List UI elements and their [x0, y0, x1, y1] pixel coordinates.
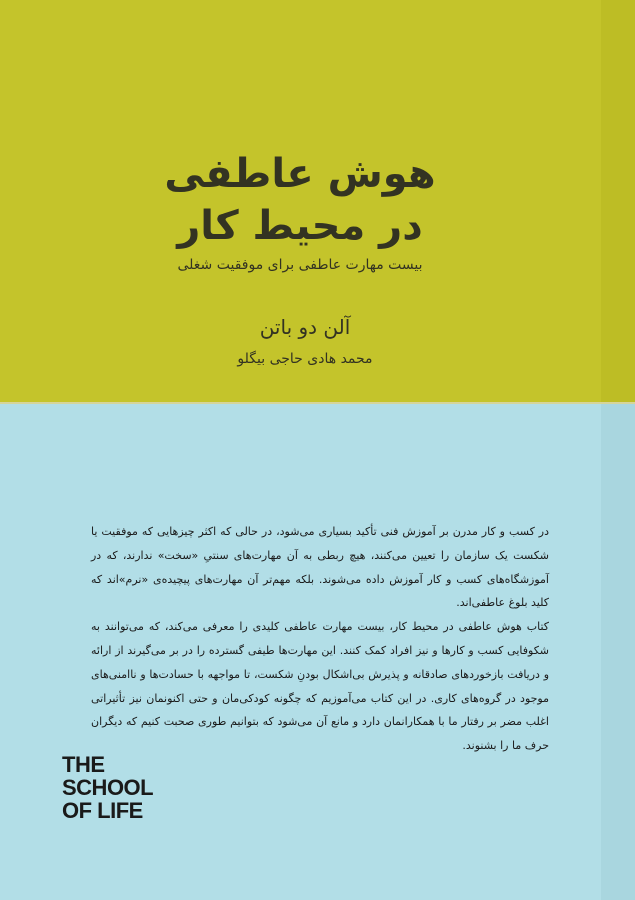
- back-cover-description: [91, 520, 549, 758]
- title-block: [150, 148, 450, 276]
- publisher-logo: [62, 753, 182, 822]
- book-title-line1: هوش عاطفی: [164, 151, 436, 197]
- description-paragraph-2: کتاب هوش عاطفی در محیط کار، بیست مهارت عاطفی کلیدی را معرفی می‌کند، که می‌توانند به شکوفایی کسب و کارها و نیز افراد کمک کنند. این مهارت‌ها طیفی گسترده را در بر می‌گیرند از ارائه و دریافت بازخوردهای صادقانه و پذیرش بی‌اشکال بودنِ شکست، تا مواجهه با حسادت‌ها و ناامنی‌های موجود در گروه‌های کاری. در این کتاب می‌آموزیم که چگونه کودکی‌مان و حتی اکنونمان نیز تأثیراتی اغلب مضر بر رفتار ما با همکارانمان دارد و مانع آن می‌شود که بتوانیم طوری صحبت کنیم که دیگران حرف ما را بشنوند.: [91, 620, 549, 753]
- translator-name: محمد هادی حاجی بیگلو: [237, 351, 373, 367]
- description-paragraph-1: در کسب و کار مدرن بر آموزش فنی تأکید بسیاری می‌شود، در حالی که اکثر چیزهایی که موفقیت یا شکست یک سازمان را تعیین می‌کنند، هیچ ربطی به آن مهارت‌های سنتیِ «سخت» ندارند، که در آموزشگاه‌های کسب و کار آموزش داده می‌شوند. بلکه مهم‌تر آن مهارت‌های پیچیده‌ی «نرم»اند که کلید بلوغ عاطفی‌اند.: [91, 525, 549, 610]
- book-subtitle: بیست مهارت عاطفی برای موفقیت شغلی: [177, 257, 423, 273]
- logo-line-1: THE: [62, 752, 105, 777]
- logo-line-2: SCHOOL: [62, 775, 154, 800]
- book-title-line2: در محیط کار: [177, 203, 423, 249]
- logo-line-3: OF LIFE: [62, 798, 143, 823]
- spine-shade: [601, 0, 635, 402]
- author-name: آلن دو باتن: [259, 315, 351, 339]
- spine-shade-bottom: [601, 404, 635, 900]
